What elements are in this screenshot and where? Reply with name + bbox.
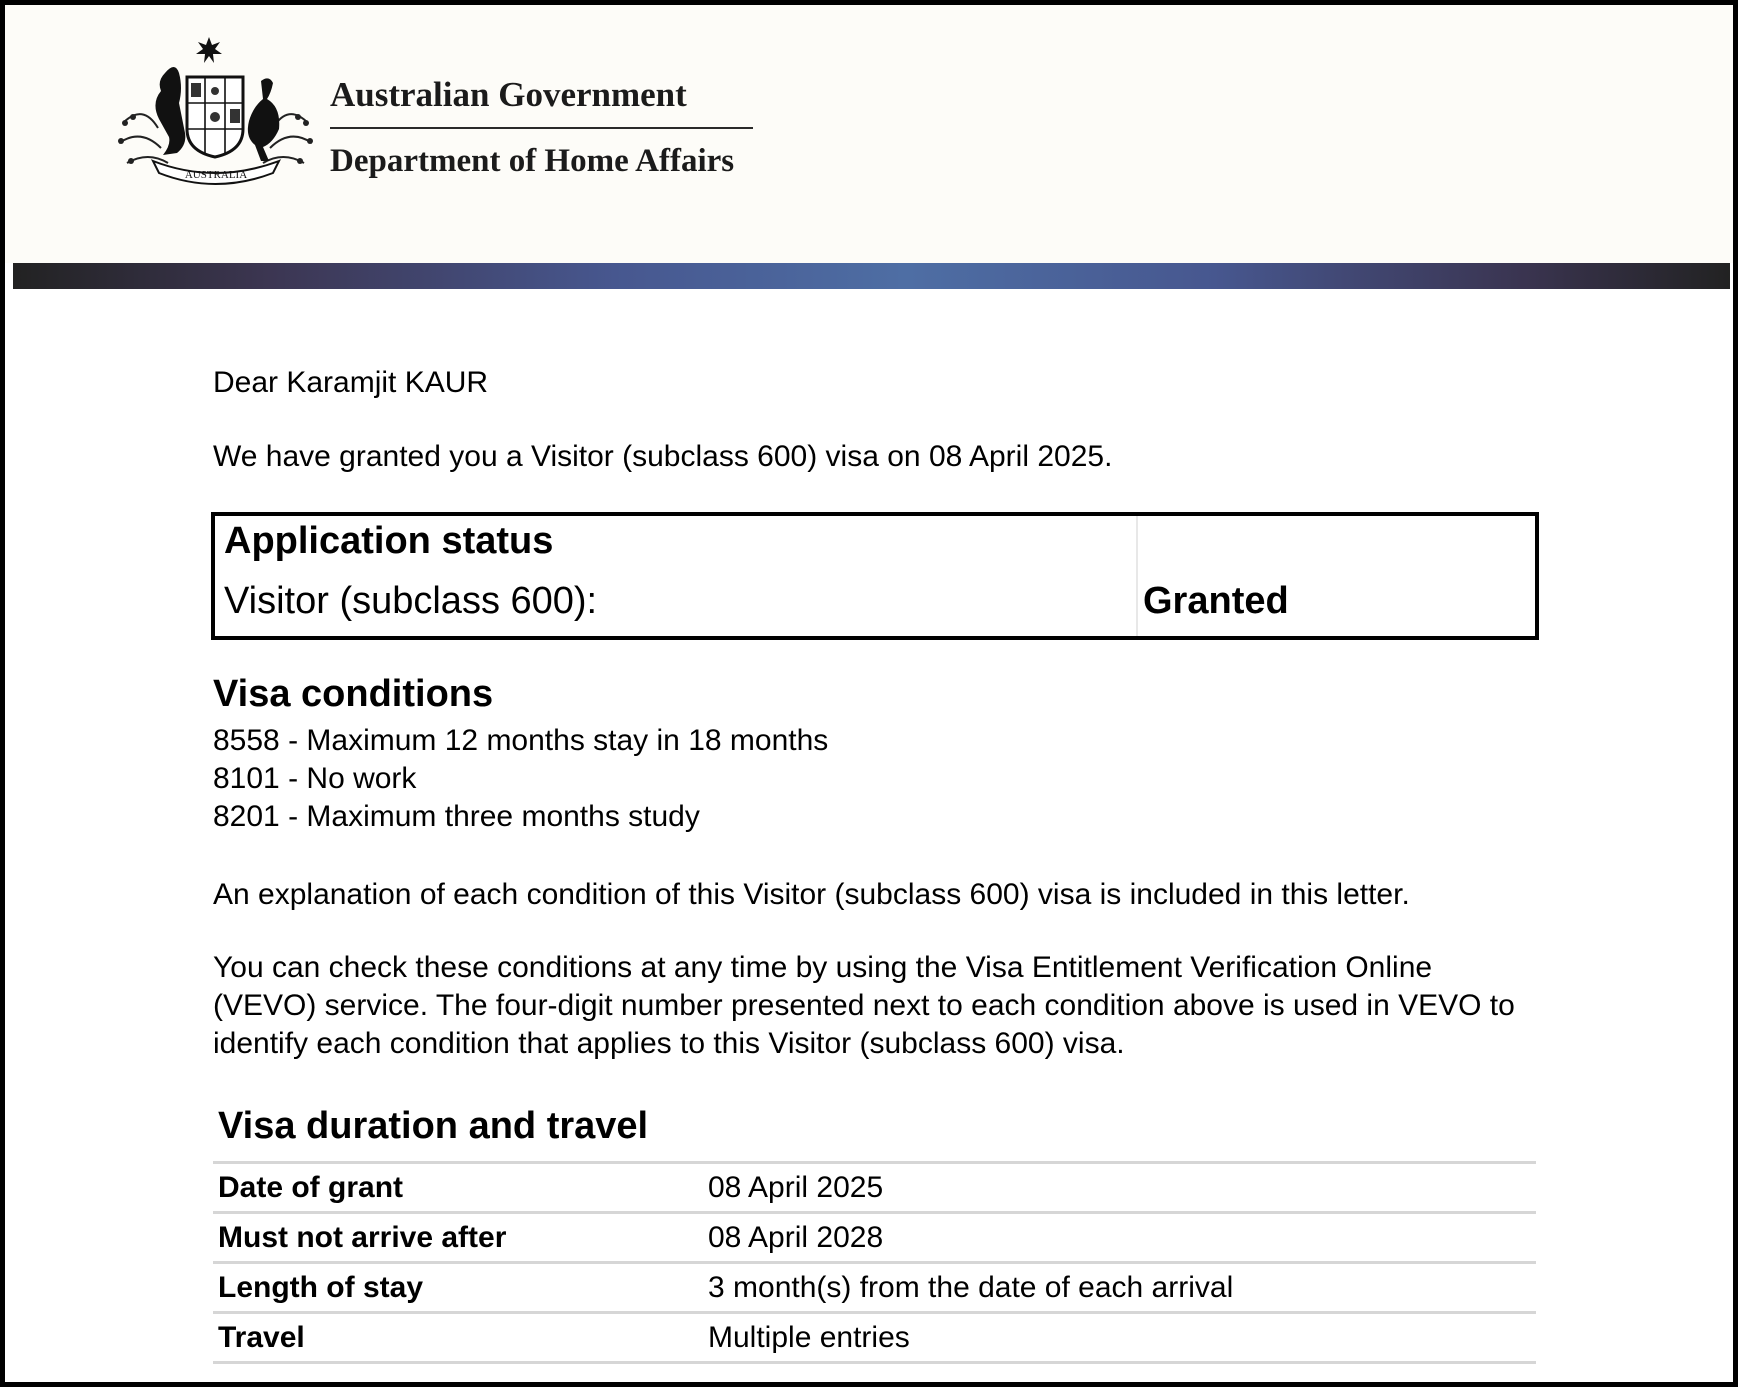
status-divider xyxy=(1136,516,1138,636)
table-row xyxy=(213,1313,1536,1363)
travel-label: Travel xyxy=(213,1313,703,1363)
letterhead xyxy=(5,5,1733,263)
australian-coat-of-arms-icon xyxy=(113,33,318,188)
visa-conditions-heading: Visa conditions xyxy=(213,673,494,715)
visa-subclass-label: Visitor (subclass 600): xyxy=(224,580,598,622)
list-item: 8101 - No work xyxy=(213,762,417,795)
date-of-grant-label: Date of grant xyxy=(213,1163,703,1213)
table-row xyxy=(213,1163,1536,1213)
grant-statement: We have granted you a Visitor (subclass 600) visa on 08 April 2025. xyxy=(213,440,1113,473)
date-of-grant-value: 08 April 2025 xyxy=(703,1163,1536,1213)
department-title: Department of Home Affairs xyxy=(330,143,735,179)
letterhead-divider xyxy=(330,127,753,129)
visa-duration-heading: Visa duration and travel xyxy=(218,1105,649,1147)
length-of-stay-value: 3 month(s) from the date of each arrival xyxy=(703,1263,1536,1313)
visa-conditions-list xyxy=(213,722,828,836)
vevo-note: You can check these conditions at any time by using the Visa Entitlement Verification Online (VEVO) service. The four-digit number presented next to each condition above is used in VEVO to identify each condition that applies to this Visitor (subclass 600) visa. xyxy=(213,951,1515,1060)
travel-value: Multiple entries xyxy=(703,1313,1536,1363)
visa-duration-table xyxy=(213,1161,1536,1364)
application-status-heading: Application status xyxy=(224,520,554,562)
government-title: Australian Government xyxy=(330,75,687,114)
must-not-arrive-after-label: Must not arrive after xyxy=(213,1213,703,1263)
table-row xyxy=(213,1263,1536,1313)
status-badge: Granted xyxy=(1143,580,1289,622)
table-row xyxy=(213,1213,1536,1263)
length-of-stay-label: Length of stay xyxy=(213,1263,703,1313)
application-status-box xyxy=(211,512,1539,640)
header-band xyxy=(13,263,1730,289)
svg-text:AUSTRALIA: AUSTRALIA xyxy=(184,169,248,181)
list-item: 8201 - Maximum three months study xyxy=(213,800,700,833)
conditions-explanation: An explanation of each condition of this Visitor (subclass 600) visa is included in this letter. xyxy=(213,878,1410,911)
list-item: 8558 - Maximum 12 months stay in 18 months xyxy=(213,724,829,757)
salutation: Dear Karamjit KAUR xyxy=(213,366,489,399)
must-not-arrive-after-value: 08 April 2028 xyxy=(703,1213,1536,1263)
